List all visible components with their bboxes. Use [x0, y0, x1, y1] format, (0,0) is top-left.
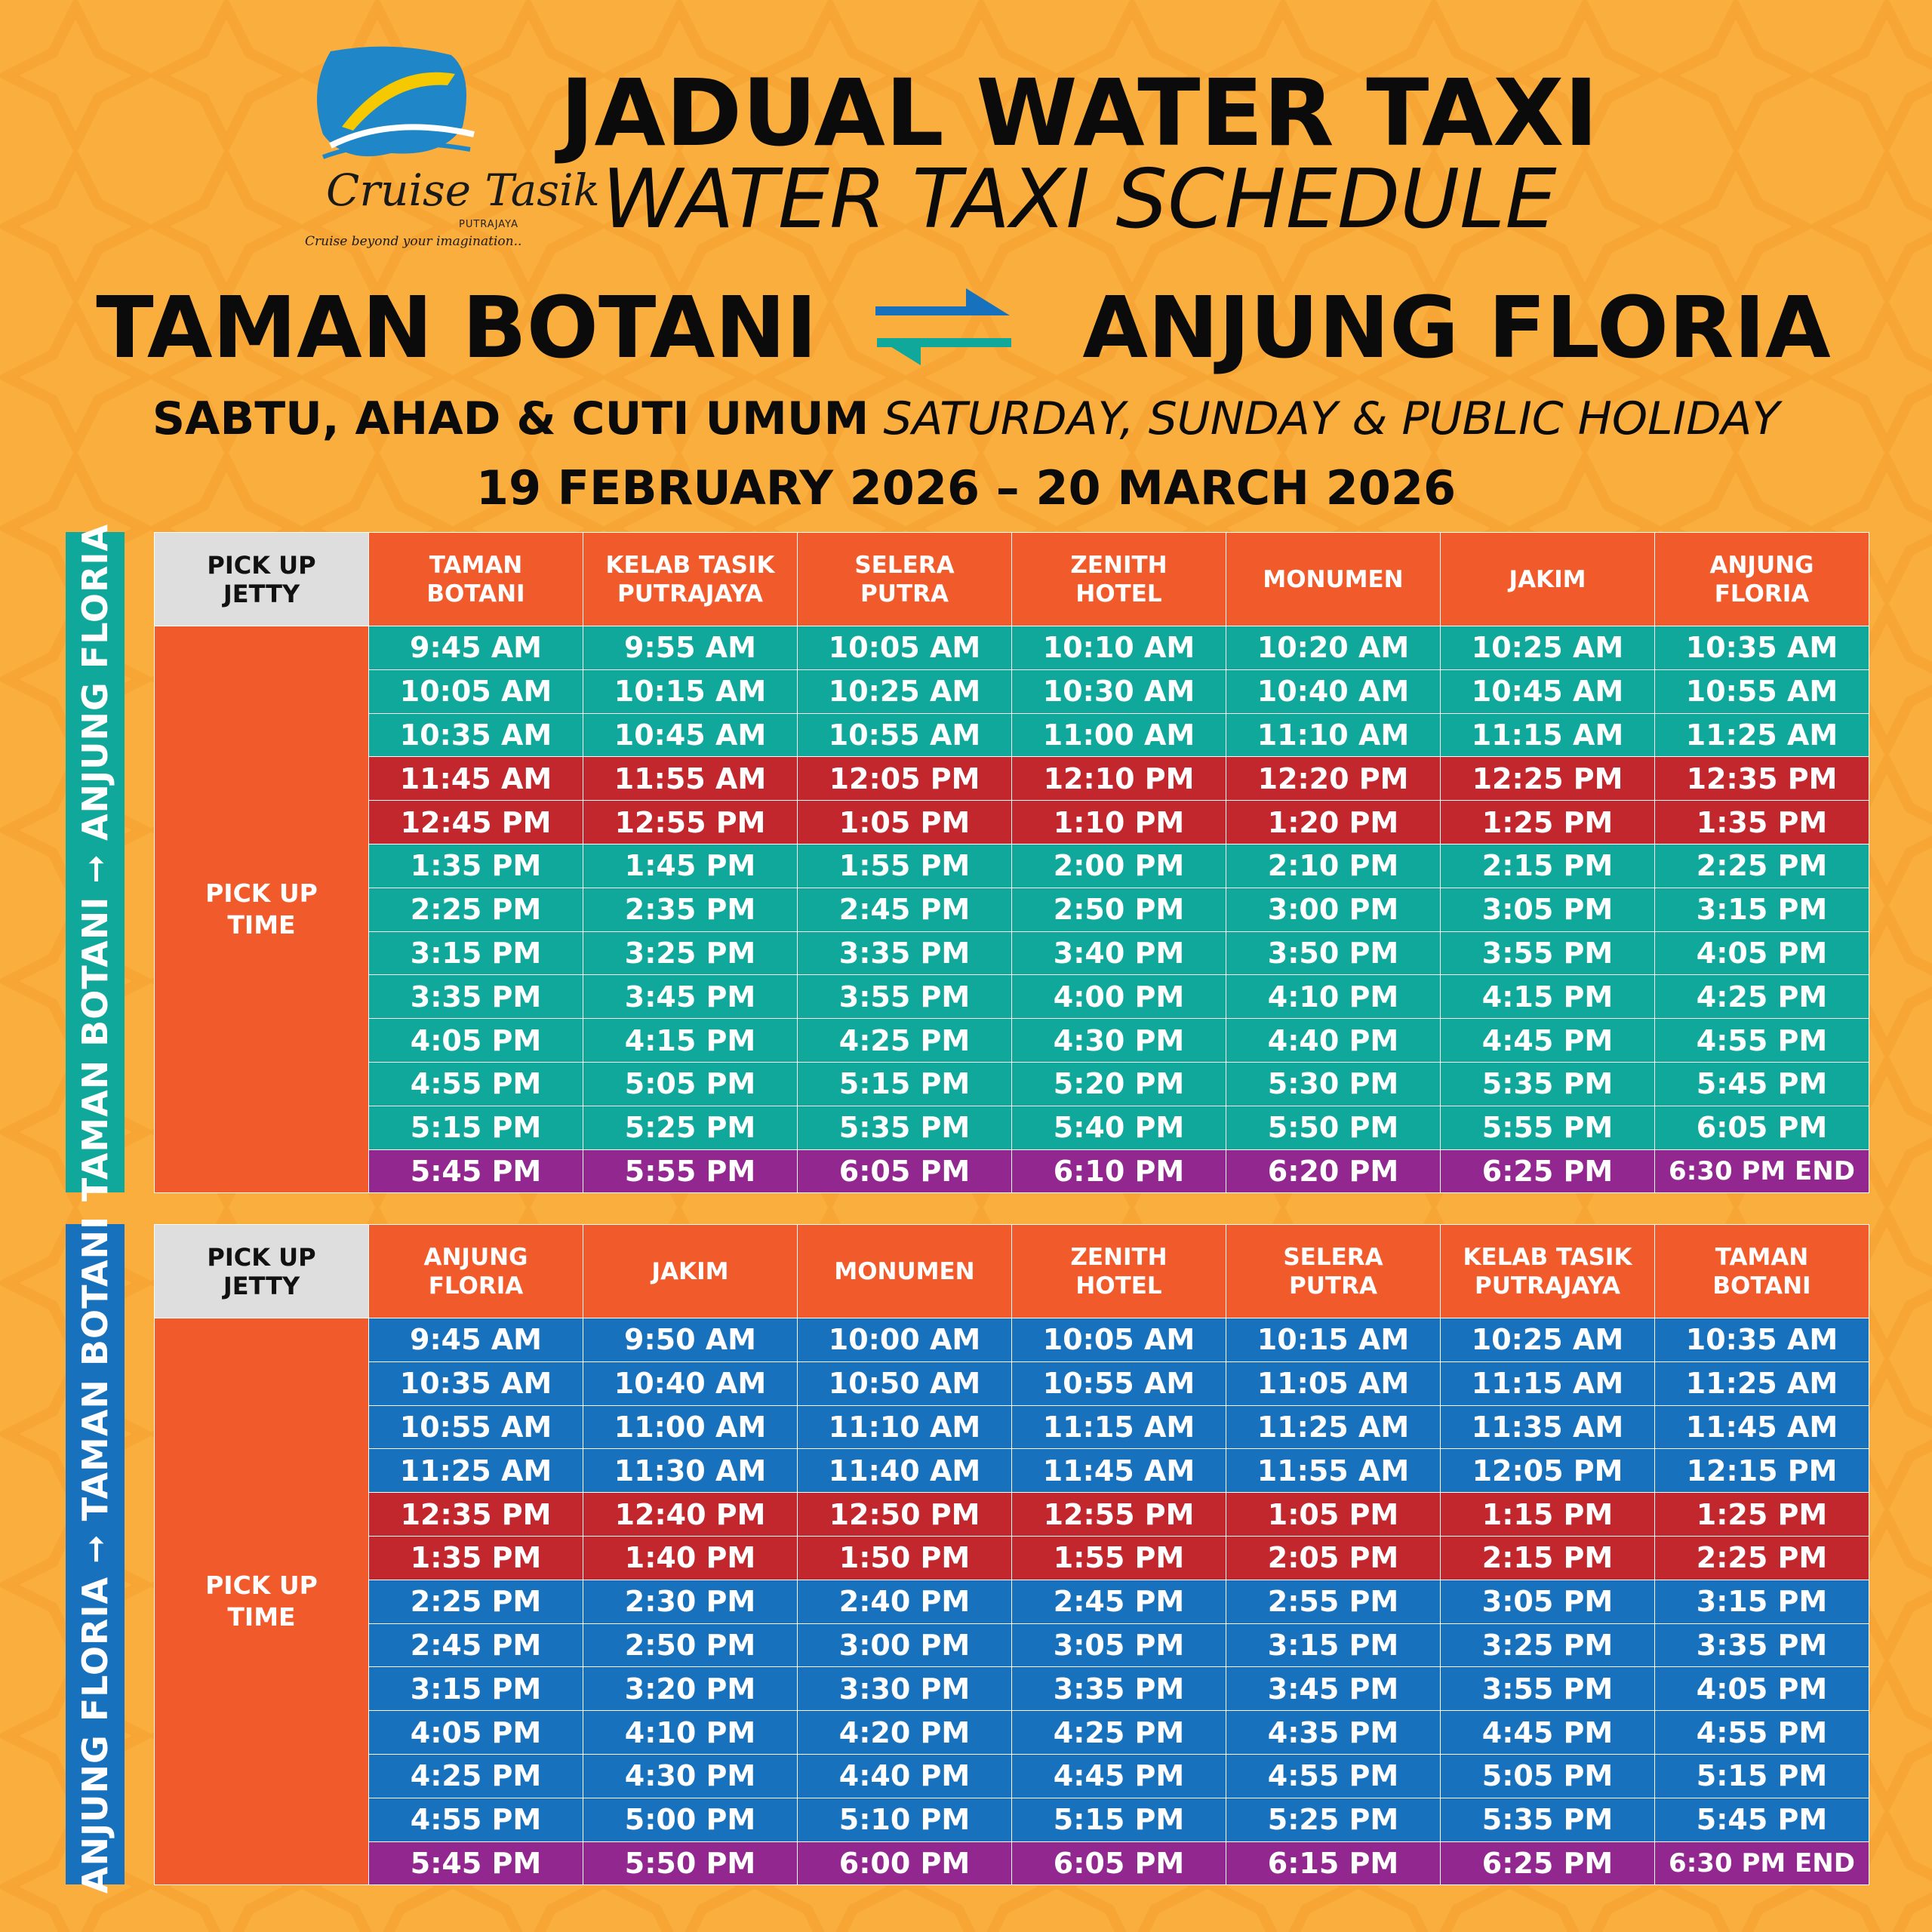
table-row	[155, 1062, 1869, 1106]
departure-time: 5:25 PM	[1226, 1798, 1441, 1841]
departure-time: 11:25 AM	[1655, 1361, 1869, 1405]
departure-time: 10:25 AM	[798, 669, 1012, 713]
table-row	[155, 1405, 1869, 1449]
departure-time: 5:05 PM	[583, 1062, 798, 1106]
jetty-header-line: JAKIM	[1509, 565, 1586, 593]
table-row	[155, 1711, 1869, 1755]
departure-time: 5:55 PM	[583, 1149, 798, 1193]
departure-time: 2:10 PM	[1226, 844, 1441, 888]
departure-time: 5:55 PM	[1441, 1106, 1655, 1149]
departure-time: 5:00 PM	[583, 1798, 798, 1841]
departure-time: 10:25 AM	[1441, 626, 1655, 670]
departure-time: 10:55 AM	[798, 713, 1012, 757]
departure-time: 4:25 PM	[798, 1019, 1012, 1063]
table-row	[155, 801, 1869, 844]
departure-time: 3:00 PM	[798, 1623, 1012, 1667]
departure-time: 1:15 PM	[1441, 1493, 1655, 1537]
departure-time: 11:55 AM	[583, 757, 798, 801]
departure-time: 12:15 PM	[1655, 1449, 1869, 1493]
departure-time: 1:50 PM	[798, 1536, 1012, 1580]
departure-time: 10:15 AM	[1226, 1318, 1441, 1362]
departure-time: 3:55 PM	[1441, 931, 1655, 975]
table-row	[155, 975, 1869, 1019]
departure-time: 4:40 PM	[798, 1754, 1012, 1798]
departure-time: 10:40 AM	[1226, 669, 1441, 713]
jetty-header-line: PUTRA	[860, 580, 949, 608]
table-header-row	[155, 1225, 1869, 1318]
departure-time: 2:05 PM	[1226, 1536, 1441, 1580]
departure-time: 2:25 PM	[1655, 844, 1869, 888]
jetty-header	[1441, 533, 1655, 626]
departure-time: 12:50 PM	[798, 1493, 1012, 1537]
pickup-jetty-label	[155, 1225, 369, 1318]
jetty-header	[583, 1225, 798, 1318]
departure-time: 4:05 PM	[369, 1019, 583, 1063]
table-row	[155, 1318, 1869, 1362]
departure-time: 4:30 PM	[583, 1754, 798, 1798]
departure-time: 5:45 PM	[369, 1149, 583, 1193]
table-row	[155, 626, 1869, 670]
jetty-header-line: ANJUNG	[1709, 551, 1814, 579]
departure-time: 5:15 PM	[798, 1062, 1012, 1106]
table-row	[155, 1798, 1869, 1841]
departure-time: 5:45 PM	[1655, 1798, 1869, 1841]
departure-time: 6:05 PM	[1655, 1106, 1869, 1149]
departure-time: 3:55 PM	[798, 975, 1012, 1019]
departure-time: 3:35 PM	[1012, 1667, 1226, 1711]
jetty-header	[798, 533, 1012, 626]
departure-time: 4:25 PM	[1655, 975, 1869, 1019]
departure-time: 6:30 PM END	[1655, 1841, 1869, 1885]
departure-time: 2:45 PM	[369, 1623, 583, 1667]
departure-time: 2:45 PM	[1012, 1580, 1226, 1623]
jetty-header-line: TAMAN	[429, 551, 523, 579]
departure-time: 4:55 PM	[1226, 1754, 1441, 1798]
route-to: ANJUNG FLORIA	[1082, 279, 1831, 377]
departure-time: 2:50 PM	[583, 1623, 798, 1667]
departure-time: 10:30 AM	[1012, 669, 1226, 713]
departure-time: 12:40 PM	[583, 1493, 798, 1537]
departure-time: 6:15 PM	[1226, 1841, 1441, 1885]
logo-brand-name: Cruise Tasik	[326, 165, 600, 216]
departure-time: 6:00 PM	[798, 1841, 1012, 1885]
departure-time: 11:55 AM	[1226, 1449, 1441, 1493]
table-row	[155, 1667, 1869, 1711]
route-from: TAMAN BOTANI	[96, 279, 817, 377]
table-row	[155, 713, 1869, 757]
departure-time: 10:35 AM	[1655, 626, 1869, 670]
jetty-header-line: MONUMEN	[1263, 565, 1404, 593]
pickup-time-line: PICK UP	[205, 878, 318, 909]
jetty-header	[369, 1225, 583, 1318]
departure-time: 2:15 PM	[1441, 1536, 1655, 1580]
departure-time: 1:45 PM	[583, 844, 798, 888]
departure-time: 4:25 PM	[1012, 1711, 1226, 1755]
departure-time: 1:35 PM	[369, 844, 583, 888]
departure-time: 9:55 AM	[583, 626, 798, 670]
departure-time: 4:00 PM	[1012, 975, 1226, 1019]
departure-time: 10:05 AM	[798, 626, 1012, 670]
jetty-header-line: PUTRA	[1289, 1272, 1377, 1300]
departure-time: 3:15 PM	[369, 931, 583, 975]
direction-from: TAMAN BOTANI	[75, 896, 115, 1201]
departure-time: 3:15 PM	[1655, 888, 1869, 931]
jetty-header-line: TAMAN	[1715, 1243, 1809, 1271]
departure-time: 2:00 PM	[1012, 844, 1226, 888]
jetty-header	[1226, 533, 1441, 626]
departure-time: 10:40 AM	[583, 1361, 798, 1405]
departure-time: 12:05 PM	[798, 757, 1012, 801]
departure-time: 12:55 PM	[1012, 1493, 1226, 1537]
departure-time: 5:15 PM	[369, 1106, 583, 1149]
table-row	[155, 1149, 1869, 1193]
departure-time: 11:40 AM	[798, 1449, 1012, 1493]
departure-time: 5:45 PM	[369, 1841, 583, 1885]
departure-time: 11:45 AM	[1655, 1405, 1869, 1449]
departure-time: 5:45 PM	[1655, 1062, 1869, 1106]
table-row	[155, 1019, 1869, 1063]
departure-time: 3:30 PM	[798, 1667, 1012, 1711]
jetty-header-line: FLORIA	[1714, 580, 1810, 608]
departure-time: 12:05 PM	[1441, 1449, 1655, 1493]
pickup-time-line: TIME	[227, 910, 296, 940]
jetty-header-line: HOTEL	[1075, 1272, 1162, 1300]
days-malay: SABTU, AHAD & CUTI UMUM	[152, 392, 869, 445]
departure-time: 4:45 PM	[1441, 1711, 1655, 1755]
departure-time: 1:55 PM	[798, 844, 1012, 888]
departure-time: 3:35 PM	[1655, 1623, 1869, 1667]
departure-time: 5:10 PM	[798, 1798, 1012, 1841]
departure-time: 3:55 PM	[1441, 1667, 1655, 1711]
direction-to: TAMAN BOTANI	[75, 1215, 115, 1521]
jetty-header	[1655, 533, 1869, 626]
departure-time: 6:25 PM	[1441, 1149, 1655, 1193]
jetty-header-line: KELAB TASIK	[1463, 1243, 1632, 1271]
departure-time: 10:15 AM	[583, 669, 798, 713]
operating-days	[45, 389, 1887, 449]
jetty-header	[369, 533, 583, 626]
departure-time: 2:35 PM	[583, 888, 798, 931]
departure-time: 4:05 PM	[1655, 1667, 1869, 1711]
departure-time: 5:35 PM	[1441, 1062, 1655, 1106]
jetty-header-line: ZENITH	[1070, 1243, 1168, 1271]
jetty-header-line: PUTRAJAYA	[617, 580, 763, 608]
table-row	[155, 1841, 1869, 1885]
brand-logo	[300, 44, 600, 255]
departure-time: 12:55 PM	[583, 801, 798, 844]
departure-time: 11:15 AM	[1012, 1405, 1226, 1449]
departure-time: 5:35 PM	[1441, 1798, 1655, 1841]
departure-time: 3:45 PM	[583, 975, 798, 1019]
table-row	[155, 1106, 1869, 1149]
direction-label-1: TAMAN BOTANI ➞ ANJUNG FLORIA	[66, 532, 125, 1192]
departure-time: 4:55 PM	[1655, 1019, 1869, 1063]
departure-time: 10:35 AM	[1655, 1318, 1869, 1362]
direction-to: ANJUNG FLORIA	[75, 523, 115, 841]
departure-time: 5:15 PM	[1655, 1754, 1869, 1798]
departure-time: 10:45 AM	[1441, 669, 1655, 713]
departure-time: 1:35 PM	[369, 1536, 583, 1580]
jetty-header	[1012, 1225, 1226, 1318]
departure-time: 4:20 PM	[798, 1711, 1012, 1755]
departure-time: 4:45 PM	[1012, 1754, 1226, 1798]
departure-time: 5:30 PM	[1226, 1062, 1441, 1106]
departure-time: 10:50 AM	[798, 1361, 1012, 1405]
departure-time: 2:40 PM	[798, 1580, 1012, 1623]
departure-time: 4:25 PM	[369, 1754, 583, 1798]
departure-time: 10:55 AM	[1012, 1361, 1226, 1405]
departure-time: 5:35 PM	[798, 1106, 1012, 1149]
departure-time: 12:45 PM	[369, 801, 583, 844]
jetty-header	[1012, 533, 1226, 626]
direction-from: ANJUNG FLORIA	[75, 1576, 115, 1894]
departure-time: 5:05 PM	[1441, 1754, 1655, 1798]
jetty-header	[798, 1225, 1012, 1318]
departure-time: 3:05 PM	[1012, 1623, 1226, 1667]
corner-line: JETTY	[223, 1271, 300, 1300]
logo-brand-sub: PUTRAJAYA	[459, 219, 519, 230]
corner-line: JETTY	[223, 579, 300, 608]
departure-time: 4:15 PM	[1441, 975, 1655, 1019]
departure-time: 1:40 PM	[583, 1536, 798, 1580]
departure-time: 3:35 PM	[369, 975, 583, 1019]
departure-time: 11:00 AM	[583, 1405, 798, 1449]
jetty-header-line: SELERA	[854, 551, 955, 579]
table-row	[155, 1361, 1869, 1405]
departure-time: 4:40 PM	[1226, 1019, 1441, 1063]
departure-time: 4:30 PM	[1012, 1019, 1226, 1063]
corner-line: PICK UP	[207, 1242, 316, 1272]
departure-time: 6:30 PM END	[1655, 1149, 1869, 1193]
table-row	[155, 888, 1869, 931]
table-row	[155, 1493, 1869, 1537]
departure-time: 10:35 AM	[369, 1361, 583, 1405]
departure-time: 11:45 AM	[1012, 1449, 1226, 1493]
departure-time: 10:20 AM	[1226, 626, 1441, 670]
direction-label-2: ANJUNG FLORIA ➞ TAMAN BOTANI	[66, 1224, 125, 1884]
departure-time: 2:25 PM	[369, 888, 583, 931]
departure-time: 3:45 PM	[1226, 1667, 1441, 1711]
departure-time: 4:45 PM	[1441, 1019, 1655, 1063]
departure-time: 11:10 AM	[1226, 713, 1441, 757]
jetty-header-line: MONUMEN	[834, 1257, 975, 1285]
departure-time: 10:10 AM	[1012, 626, 1226, 670]
departure-time: 12:25 PM	[1441, 757, 1655, 801]
departure-time: 6:25 PM	[1441, 1841, 1655, 1885]
departure-time: 4:55 PM	[369, 1798, 583, 1841]
departure-time: 11:35 AM	[1441, 1405, 1655, 1449]
pickup-time-label	[155, 626, 369, 1193]
days-english: SATURDAY, SUNDAY & PUBLIC HOLIDAY	[883, 392, 1780, 445]
departure-time: 6:05 PM	[798, 1149, 1012, 1193]
departure-time: 10:45 AM	[583, 713, 798, 757]
departure-time: 5:40 PM	[1012, 1106, 1226, 1149]
pickup-time-label	[155, 1318, 369, 1885]
departure-time: 10:35 AM	[369, 713, 583, 757]
departure-time: 1:05 PM	[1226, 1493, 1441, 1537]
pickup-time-line: TIME	[227, 1602, 296, 1632]
departure-time: 11:15 AM	[1441, 1361, 1655, 1405]
jetty-header	[1655, 1225, 1869, 1318]
departure-time: 11:25 AM	[369, 1449, 583, 1493]
departure-time: 2:50 PM	[1012, 888, 1226, 931]
departure-time: 3:05 PM	[1441, 888, 1655, 931]
date-range: 19 FEBRUARY 2026 – 20 MARCH 2026	[475, 460, 1457, 515]
departure-time: 11:30 AM	[583, 1449, 798, 1493]
departure-time: 9:50 AM	[583, 1318, 798, 1362]
departure-time: 2:55 PM	[1226, 1580, 1441, 1623]
departure-time: 3:35 PM	[798, 931, 1012, 975]
logo-tagline: Cruise beyond your imagination..	[305, 234, 522, 249]
jetty-header	[583, 533, 798, 626]
jetty-header-line: ZENITH	[1070, 551, 1168, 579]
departure-time: 9:45 AM	[369, 626, 583, 670]
departure-time: 6:20 PM	[1226, 1149, 1441, 1193]
schedule-table-floria-to-botani	[154, 1224, 1869, 1885]
departure-time: 5:50 PM	[583, 1841, 798, 1885]
departure-time: 11:45 AM	[369, 757, 583, 801]
table-row	[155, 669, 1869, 713]
departure-time: 10:00 AM	[798, 1318, 1012, 1362]
departure-time: 12:10 PM	[1012, 757, 1226, 801]
departure-time: 5:20 PM	[1012, 1062, 1226, 1106]
departure-time: 5:50 PM	[1226, 1106, 1441, 1149]
jetty-header-line: FLORIA	[428, 1272, 524, 1300]
departure-time: 3:15 PM	[1226, 1623, 1441, 1667]
departure-time: 10:25 AM	[1441, 1318, 1655, 1362]
departure-time: 4:05 PM	[369, 1711, 583, 1755]
departure-time: 3:00 PM	[1226, 888, 1441, 931]
departure-time: 3:15 PM	[369, 1667, 583, 1711]
departure-time: 2:30 PM	[583, 1580, 798, 1623]
pickup-time-line: PICK UP	[205, 1571, 318, 1601]
departure-time: 3:25 PM	[583, 931, 798, 975]
departure-time: 2:15 PM	[1441, 844, 1655, 888]
departure-time: 11:25 AM	[1655, 713, 1869, 757]
departure-time: 4:15 PM	[583, 1019, 798, 1063]
table-row	[155, 757, 1869, 801]
departure-time: 10:05 AM	[1012, 1318, 1226, 1362]
departure-time: 2:25 PM	[1655, 1536, 1869, 1580]
departure-time: 12:20 PM	[1226, 757, 1441, 801]
jetty-header-line: PUTRAJAYA	[1475, 1272, 1620, 1300]
departure-time: 3:20 PM	[583, 1667, 798, 1711]
departure-time: 3:05 PM	[1441, 1580, 1655, 1623]
table-row	[155, 844, 1869, 888]
departure-time: 5:25 PM	[583, 1106, 798, 1149]
departure-time: 1:20 PM	[1226, 801, 1441, 844]
table-row	[155, 1754, 1869, 1798]
logo-wave-icon	[300, 44, 481, 172]
departure-time: 10:55 AM	[1655, 669, 1869, 713]
departure-time: 2:45 PM	[798, 888, 1012, 931]
departure-time: 11:05 AM	[1226, 1361, 1441, 1405]
departure-time: 10:05 AM	[369, 669, 583, 713]
departure-time: 11:10 AM	[798, 1405, 1012, 1449]
departure-time: 4:35 PM	[1226, 1711, 1441, 1755]
departure-time: 3:50 PM	[1226, 931, 1441, 975]
table-row	[155, 1449, 1869, 1493]
departure-time: 1:55 PM	[1012, 1536, 1226, 1580]
departure-time: 1:25 PM	[1655, 1493, 1869, 1537]
departure-time: 4:55 PM	[369, 1062, 583, 1106]
jetty-header-line: HOTEL	[1075, 580, 1162, 608]
schedule-table-botani-to-floria	[154, 532, 1869, 1193]
table-row	[155, 1536, 1869, 1580]
departure-time: 1:05 PM	[798, 801, 1012, 844]
page-title: JADUAL WATER TAXI	[560, 60, 1598, 167]
swap-arrows-icon	[875, 285, 1011, 368]
departure-time: 11:00 AM	[1012, 713, 1226, 757]
departure-time: 3:40 PM	[1012, 931, 1226, 975]
jetty-header-line: KELAB TASIK	[605, 551, 775, 579]
corner-line: PICK UP	[207, 550, 316, 580]
table-row	[155, 931, 1869, 975]
departure-time: 4:10 PM	[1226, 975, 1441, 1019]
departure-time: 9:45 AM	[369, 1318, 583, 1362]
departure-time: 3:25 PM	[1441, 1623, 1655, 1667]
departure-time: 10:55 AM	[369, 1405, 583, 1449]
jetty-header-line: SELERA	[1283, 1243, 1383, 1271]
departure-time: 2:25 PM	[369, 1580, 583, 1623]
table-row	[155, 1580, 1869, 1623]
departure-time: 4:10 PM	[583, 1711, 798, 1755]
pickup-jetty-label	[155, 533, 369, 626]
departure-time: 6:05 PM	[1012, 1841, 1226, 1885]
table-header-row	[155, 533, 1869, 626]
table-row	[155, 1623, 1869, 1667]
page-subtitle: WATER TAXI SCHEDULE	[601, 152, 1557, 247]
jetty-header-line: JAKIM	[651, 1257, 729, 1285]
jetty-header-line: BOTANI	[1712, 1272, 1811, 1300]
departure-time: 5:15 PM	[1012, 1798, 1226, 1841]
departure-time: 1:35 PM	[1655, 801, 1869, 844]
departure-time: 11:15 AM	[1441, 713, 1655, 757]
departure-time: 3:15 PM	[1655, 1580, 1869, 1623]
departure-time: 11:25 AM	[1226, 1405, 1441, 1449]
jetty-header	[1441, 1225, 1655, 1318]
departure-time: 4:05 PM	[1655, 931, 1869, 975]
departure-time: 6:10 PM	[1012, 1149, 1226, 1193]
departure-time: 12:35 PM	[1655, 757, 1869, 801]
jetty-header	[1226, 1225, 1441, 1318]
jetty-header-line: ANJUNG	[423, 1243, 528, 1271]
jetty-header-line: BOTANI	[426, 580, 525, 608]
departure-time: 12:35 PM	[369, 1493, 583, 1537]
departure-time: 4:55 PM	[1655, 1711, 1869, 1755]
departure-time: 1:10 PM	[1012, 801, 1226, 844]
departure-time: 1:25 PM	[1441, 801, 1655, 844]
